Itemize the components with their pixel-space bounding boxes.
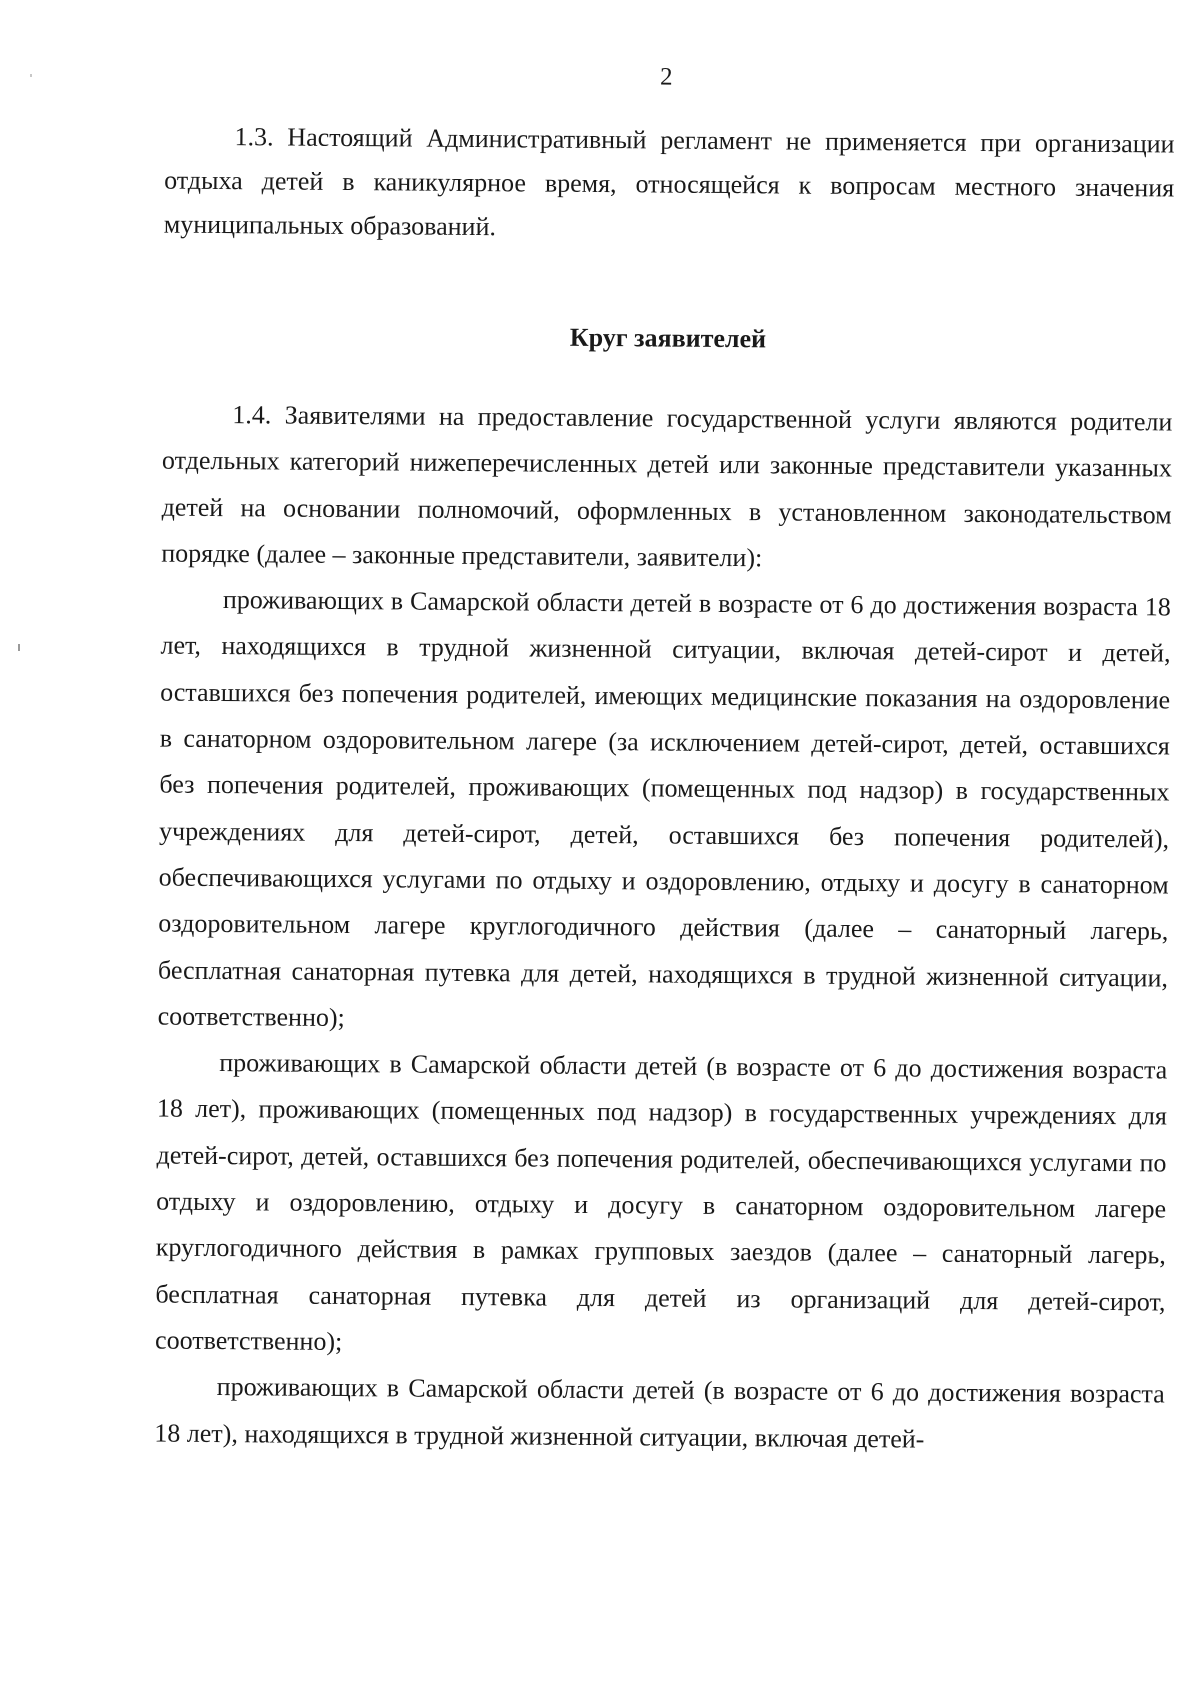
paragraph-1-3-block xyxy=(164,115,1175,255)
paragraph-1-3: 1.3. Настоящий Административный регламент не применяется при организации отдыха детей в каникулярное время, относящейся к вопросам местного значения муниципальных образований. xyxy=(163,122,1175,242)
applicants-body xyxy=(154,392,1172,1465)
applicant-item-2: проживающих в Самарской области детей (в возрасте от 6 до достижения возраста 18 лет), проживающих (помещенных под надзор) в государственных учреждениях для детей-сирот, детей, оставшихся без попечения родителей, обеспечивающихся услугами по отдыху и оздоровлению, отдыху и досугу в санаторном оздоровительном лагере круглогодичного действия в рамках групповых заездов (далее – санаторный лагерь, бесплатная санаторная путевка для детей из организаций для детей-сирот, соответственно); xyxy=(154,1048,1168,1356)
scan-artifact xyxy=(18,644,20,651)
section-heading: Круг заявителей xyxy=(569,322,767,354)
scan-artifact xyxy=(30,74,32,77)
applicant-item-1: проживающих в Самарской области детей в возрасте от 6 до достижения возраста 18 лет, находящихся в трудной жизненной ситуации, включая детей-сирот и детей, оставшихся без попечения родителей, имеющих медицинские показания на оздоровление в санаторном оздоровительном лагере (за исключением детей-сирот, детей, оставшихся без попечения родителей, проживающих (помещенных под надзор) в государственных учреждениях для детей-сирот, детей, оставшихся без попечения родителей), обеспечивающихся услугами по отдыху и оздоровлению, отдыху и досугу в санаторном оздоровительном лагере круглогодичного действия (далее – санаторный лагерь, бесплатная санаторная путевка для детей, находящихся в трудной жизненной ситуации, соответственно); xyxy=(157,585,1171,1032)
applicant-item-3: проживающих в Самарской области детей (в возрасте от 6 до достижения возраста 18 лет), находящихся в трудной жизненной ситуации, включая детей- xyxy=(154,1372,1165,1454)
paragraph-1-4: 1.4. Заявителями на предоставление государственной услуги являются родители отдельных категорий нижеперечисленных детей или законные представители указанных детей на основании полномочий, оформленных в установленном законодательством порядке (далее – законные представители, заявители): xyxy=(161,400,1173,573)
page-number: 2 xyxy=(659,63,674,91)
